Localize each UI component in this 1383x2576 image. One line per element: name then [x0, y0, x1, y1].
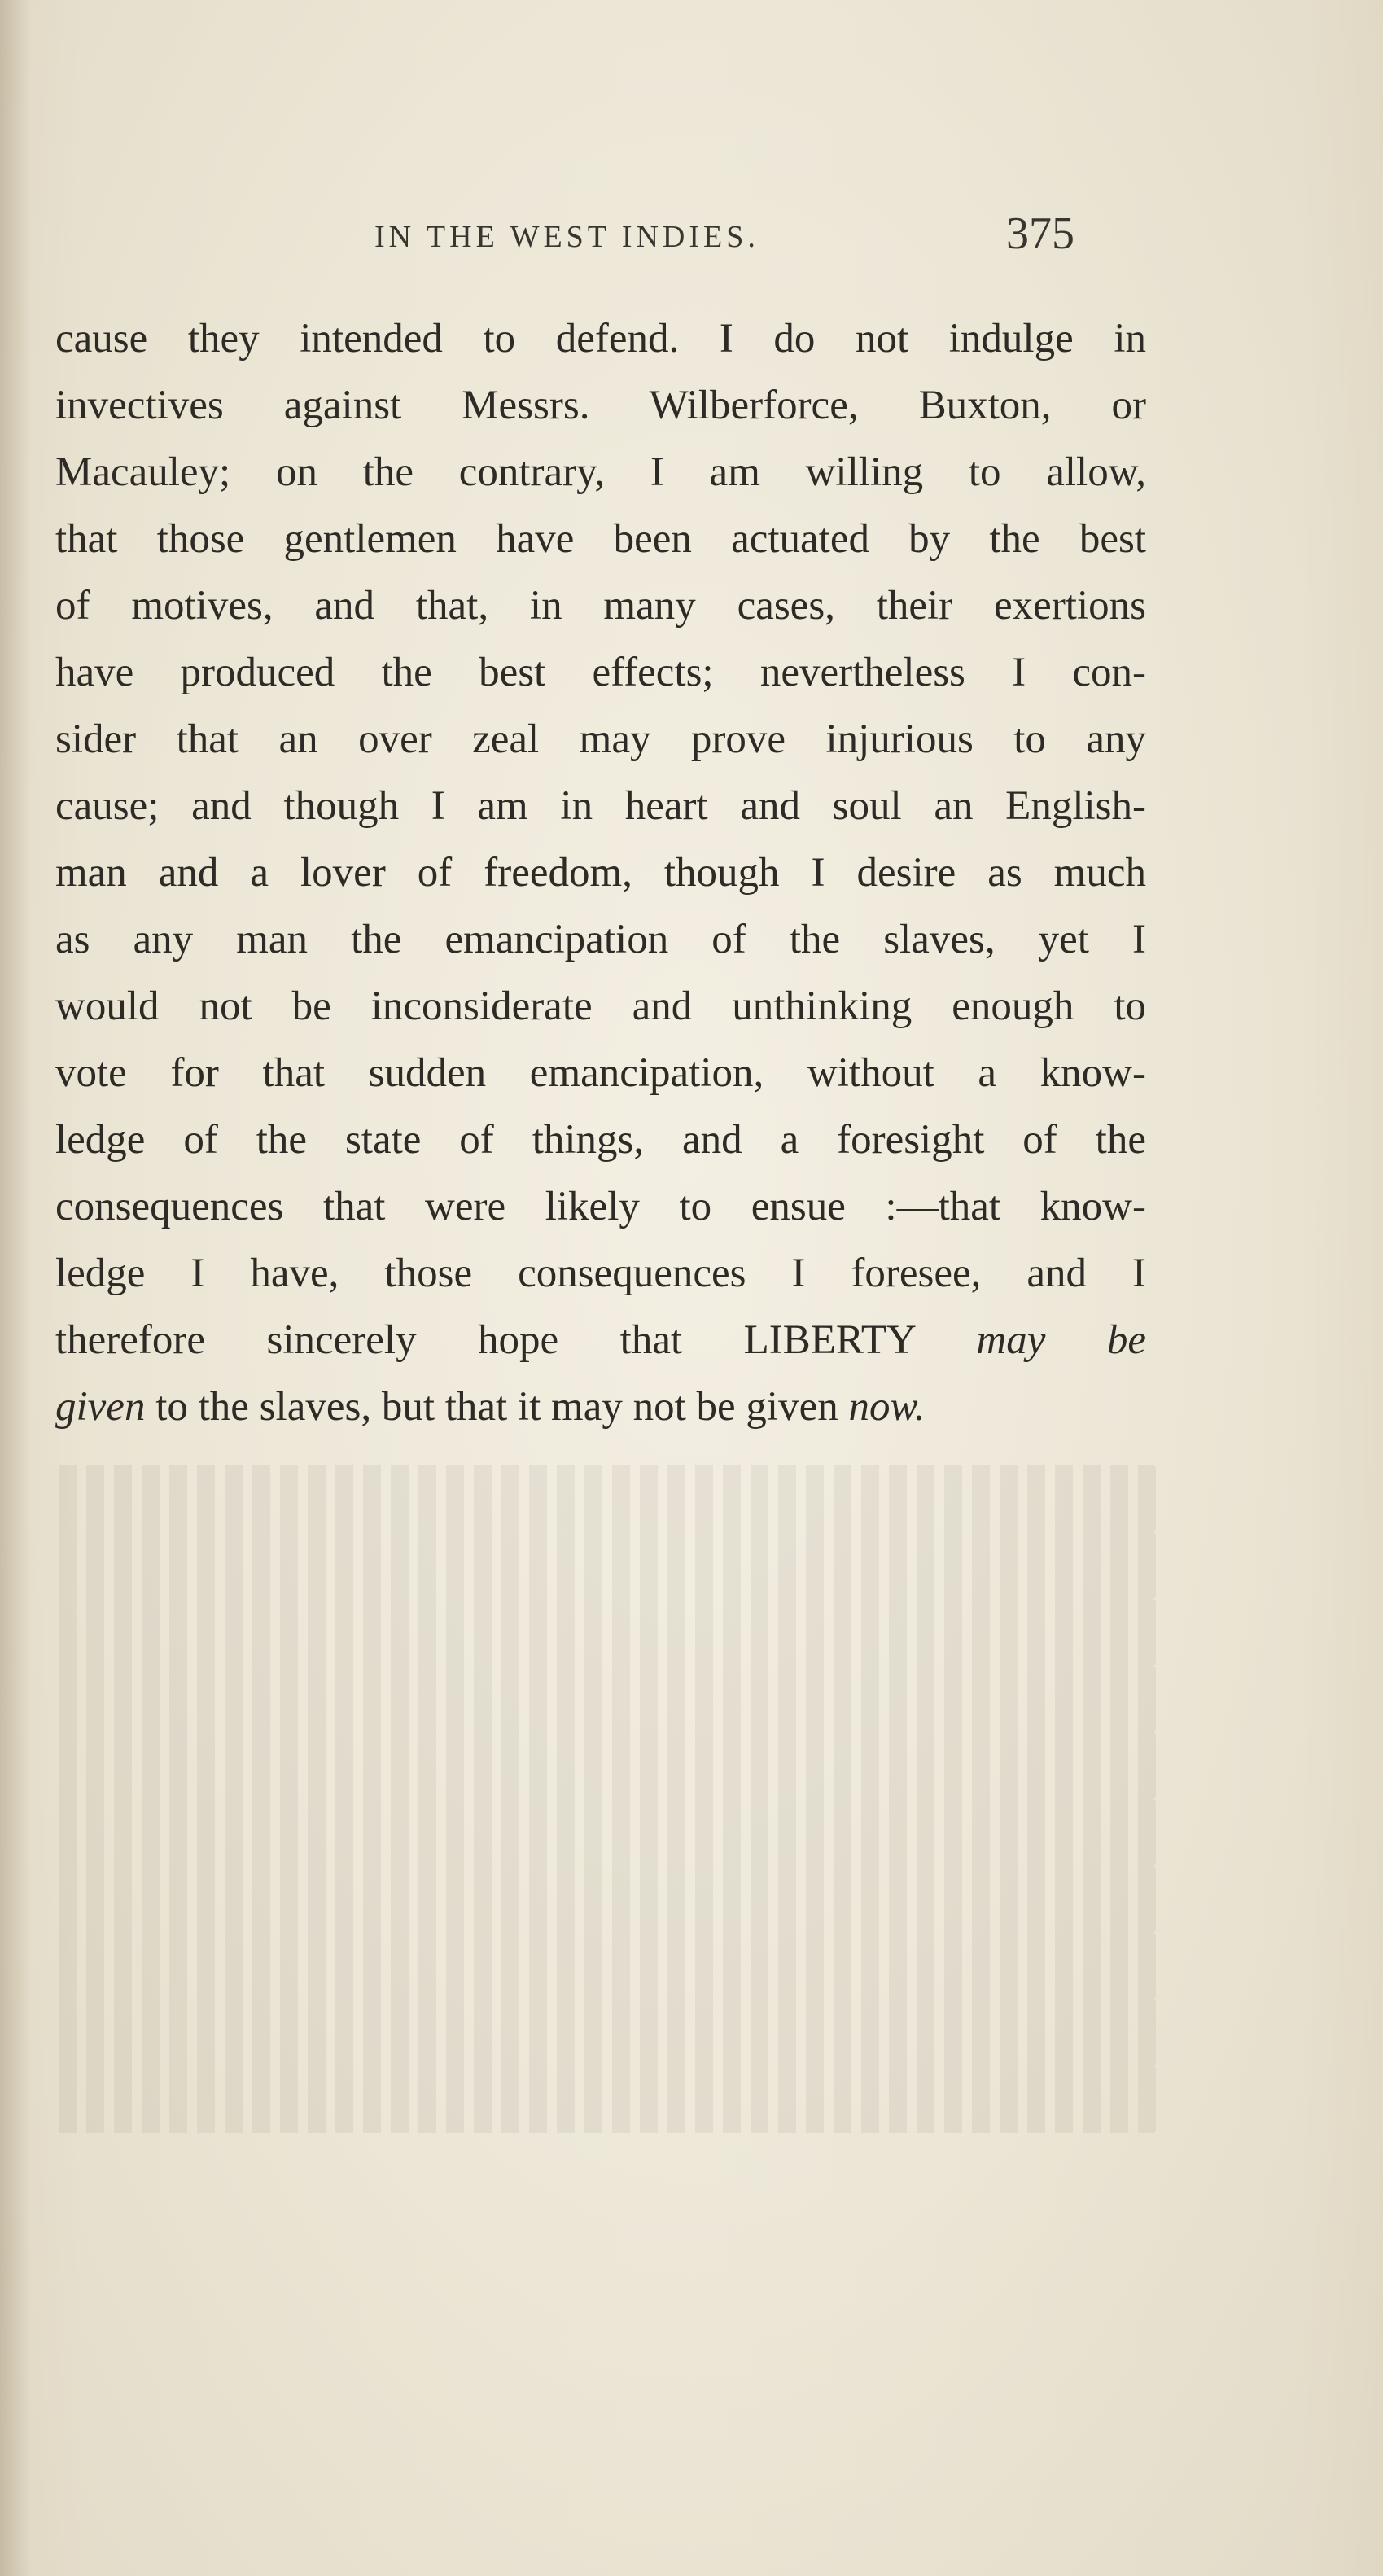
bleed-band — [49, 1733, 1156, 1799]
text-line: that those gentlemen have been actuated by the best — [55, 516, 1146, 562]
text-line: would not be inconsiderate and unthinking enough to — [55, 984, 1146, 1029]
italic-text: may be — [976, 1317, 1146, 1363]
text-line-segment: to the slaves, but that it may not be given — [145, 1384, 849, 1430]
text-line: ledge of the state of things, and a foresight of the — [55, 1117, 1146, 1163]
gutter-shadow — [0, 0, 31, 2576]
bleed-band — [49, 1933, 1156, 2000]
bleed-band — [49, 1666, 1156, 1733]
text-line: sider that an over zeal may prove injurious to any — [55, 716, 1146, 762]
text-line: as any man the emancipation of the slaves, yet I — [55, 917, 1146, 962]
bleed-band — [49, 2000, 1156, 2066]
bleed-band — [49, 1532, 1156, 1599]
show-through-bleed — [49, 1465, 1156, 2198]
page-number: 375 — [1006, 208, 1074, 259]
text-line: Macauley; on the contrary, I am willing to allow, — [55, 449, 1146, 495]
text-line: cause; and though I am in heart and soul an English- — [55, 783, 1146, 829]
italic-text: now. — [848, 1384, 926, 1430]
text-line: have produced the best effects; nevertheless I con- — [55, 650, 1146, 695]
bleed-band — [49, 1866, 1156, 1933]
bleed-band — [49, 1599, 1156, 1666]
bleed-band — [49, 2066, 1156, 2133]
italic-text: given — [55, 1384, 146, 1430]
text-line — [55, 1307, 1146, 1373]
text-line: consequences that were likely to ensue :—that know- — [55, 1184, 1146, 1229]
text-line — [55, 1373, 1146, 1440]
body-text — [55, 305, 1146, 1440]
text-line-segment: therefore sincerely hope that LIBERTY — [55, 1317, 977, 1363]
text-line: cause they intended to defend. I do not indulge in — [55, 316, 1146, 361]
text-line: man and a lover of freedom, though I desire as much — [55, 850, 1146, 896]
text-line: invectives against Messrs. Wilberforce, Buxton, or — [55, 383, 1146, 428]
running-head-title: IN THE WEST INDIES. — [374, 220, 759, 254]
running-head — [0, 208, 1383, 273]
text-line: vote for that sudden emancipation, without a know- — [55, 1050, 1146, 1096]
bleed-band — [49, 1799, 1156, 1866]
bleed-band — [49, 1465, 1156, 1532]
text-line: of motives, and that, in many cases, their exertions — [55, 583, 1146, 629]
text-line: ledge I have, those consequences I foresee, and I — [55, 1251, 1146, 1296]
